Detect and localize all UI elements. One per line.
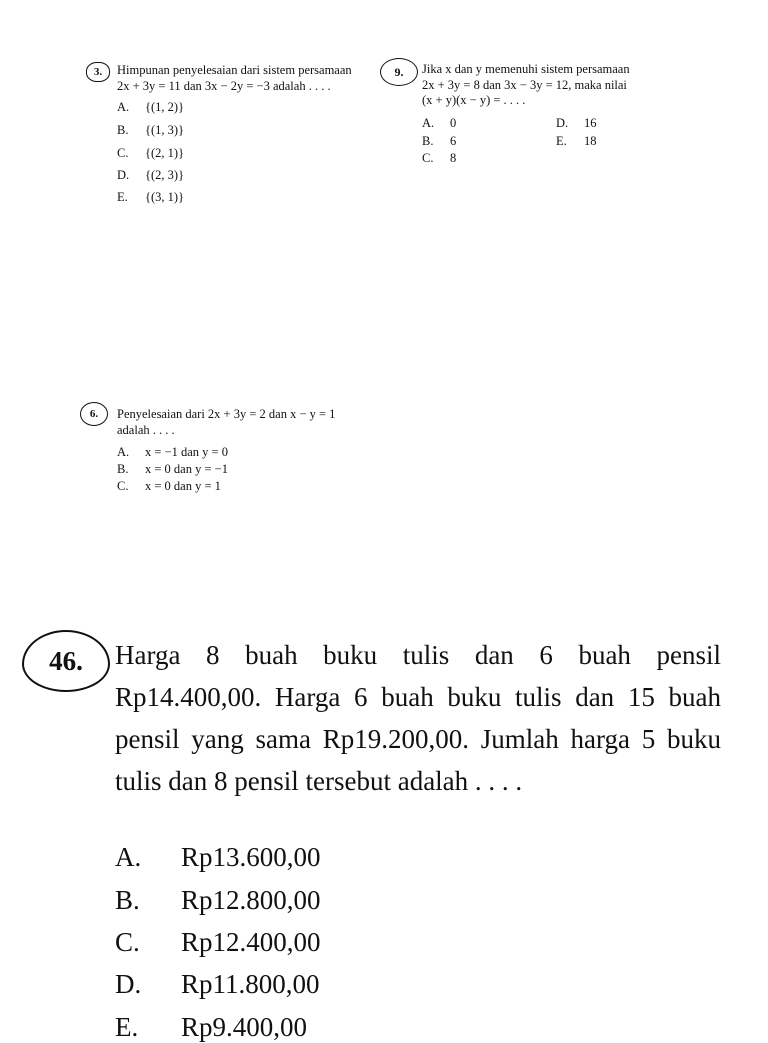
option-letter: E. bbox=[556, 134, 567, 148]
stem-line-3: (x + y)(x − y) = . . . . bbox=[422, 93, 526, 108]
option-letter: C. bbox=[115, 927, 140, 957]
option-d bbox=[556, 116, 597, 131]
stem-line-1: Himpunan penyelesaian dari sistem persamaan bbox=[117, 63, 352, 77]
option-a bbox=[117, 445, 228, 460]
option-letter: B. bbox=[115, 885, 140, 915]
option-c bbox=[115, 927, 321, 958]
option-b bbox=[115, 885, 321, 916]
question-number: 3. bbox=[86, 62, 110, 82]
option-text: {(3, 1)} bbox=[145, 190, 185, 204]
option-letter: A. bbox=[115, 842, 142, 872]
option-a bbox=[115, 842, 321, 873]
stem-line-1: Penyelesaian dari 2x + 3y = 2 dan x − y = 1 bbox=[117, 407, 336, 421]
option-text: 8 bbox=[450, 151, 457, 165]
option-letter: A. bbox=[117, 445, 130, 459]
option-c bbox=[422, 151, 456, 166]
option-letter: B. bbox=[117, 123, 129, 137]
question-stem bbox=[117, 63, 382, 94]
option-e bbox=[115, 1012, 307, 1043]
option-text: x = 0 dan y = 1 bbox=[145, 479, 221, 493]
option-text: x = 0 dan y = −1 bbox=[145, 462, 228, 476]
question-stem bbox=[422, 62, 684, 109]
stem-line-2: adalah . . . . bbox=[117, 422, 175, 437]
option-letter: C. bbox=[422, 151, 434, 165]
option-text: Rp11.800,00 bbox=[181, 969, 320, 999]
option-letter: D. bbox=[117, 168, 130, 182]
stem-line-2: 2x + 3y = 8 dan 3x − 3y = 12, maka nilai bbox=[422, 77, 627, 92]
option-d bbox=[117, 168, 184, 183]
option-a bbox=[422, 116, 456, 131]
option-e bbox=[117, 190, 184, 205]
option-letter: D. bbox=[115, 969, 142, 999]
option-letter: C. bbox=[117, 479, 129, 493]
option-text: 18 bbox=[584, 134, 597, 148]
option-e bbox=[556, 134, 597, 149]
option-letter: B. bbox=[422, 134, 434, 148]
option-text: Rp9.400,00 bbox=[181, 1012, 308, 1042]
option-text: Rp13.600,00 bbox=[181, 842, 321, 872]
question-number: 46. bbox=[22, 630, 110, 692]
option-c bbox=[117, 479, 221, 494]
option-a bbox=[117, 100, 184, 115]
option-text: {(2, 1)} bbox=[145, 146, 185, 160]
option-letter: D. bbox=[556, 116, 569, 130]
option-text: 16 bbox=[584, 116, 597, 130]
stem-line-2: 2x + 3y = 11 dan 3x − 2y = −3 adalah . . . . bbox=[117, 78, 331, 93]
option-letter: A. bbox=[422, 116, 435, 130]
option-text: {(1, 3)} bbox=[145, 123, 185, 137]
option-c bbox=[117, 146, 184, 161]
option-text: Rp12.400,00 bbox=[181, 927, 321, 957]
question-number: 6. bbox=[80, 402, 108, 426]
option-text: {(2, 3)} bbox=[145, 168, 185, 182]
question-stem: Harga 8 buah buku tulis dan 6 buah pensil Rp14.400,00. Harga 6 buah buku tulis dan 15 buah pensil yang sama Rp19.200,00. Jumlah harga 5 buku tulis dan 8 pensil tersebut adalah . . . . bbox=[115, 640, 721, 796]
option-letter: A. bbox=[117, 100, 130, 114]
option-d bbox=[115, 969, 320, 1000]
option-letter: E. bbox=[117, 190, 128, 204]
question-stem bbox=[117, 407, 379, 438]
option-text: Rp12.800,00 bbox=[181, 885, 321, 915]
question-number: 9. bbox=[380, 58, 418, 86]
option-text: {(1, 2)} bbox=[145, 100, 185, 114]
option-text: 0 bbox=[450, 116, 457, 130]
option-letter: B. bbox=[117, 462, 129, 476]
option-text: 6 bbox=[450, 134, 457, 148]
option-b bbox=[117, 123, 184, 138]
option-letter: C. bbox=[117, 146, 129, 160]
stem-line-1: Jika x dan y memenuhi sistem persamaan bbox=[422, 62, 630, 76]
option-letter: E. bbox=[115, 1012, 139, 1042]
option-b bbox=[117, 462, 228, 477]
option-text: x = −1 dan y = 0 bbox=[145, 445, 228, 459]
option-b bbox=[422, 134, 456, 149]
